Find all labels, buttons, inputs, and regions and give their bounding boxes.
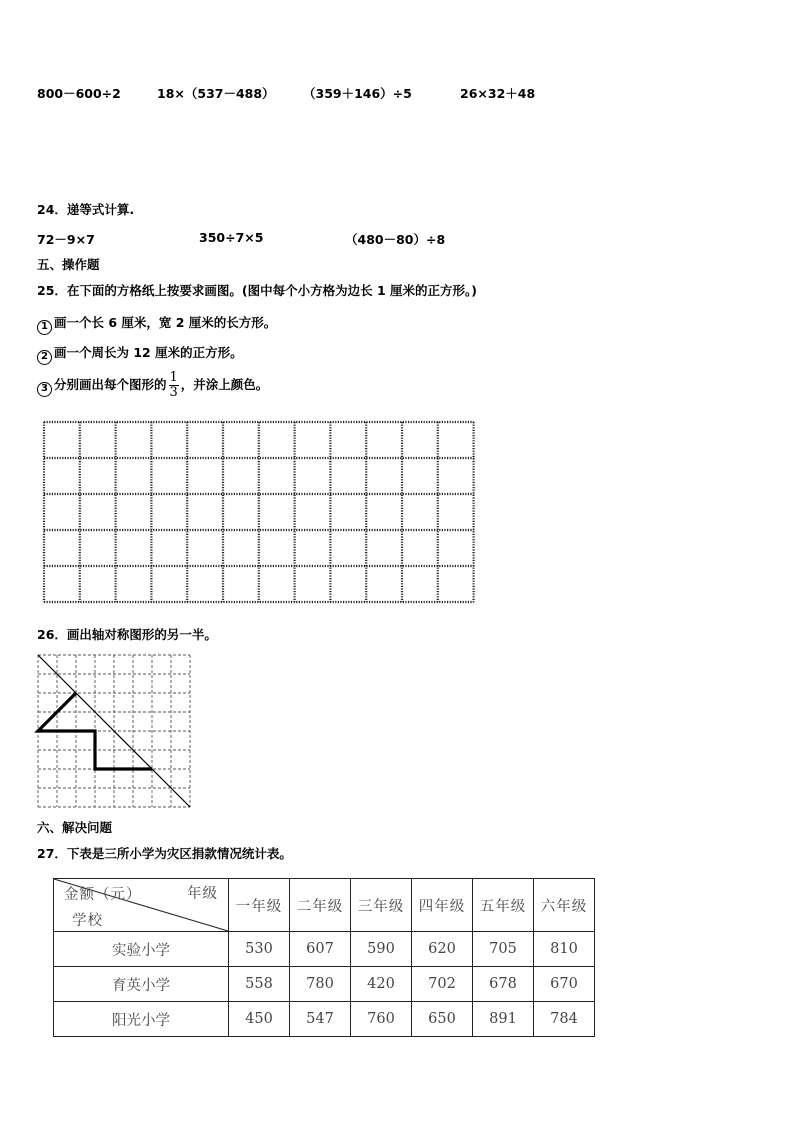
corner-label-amount: 金额（元） <box>64 887 142 903</box>
school-name: 实验小学 <box>54 932 229 967</box>
fraction-numerator: 1 <box>169 370 178 385</box>
table-row <box>54 932 595 967</box>
donation-table <box>53 878 595 1037</box>
amount-cell: 780 <box>290 967 351 1002</box>
amount-cell: 670 <box>534 967 595 1002</box>
amount-cell: 450 <box>229 1002 290 1037</box>
q25-item-text: 分别画出每个图形的 <box>54 377 167 392</box>
section-heading-5: 五、操作题 <box>37 257 100 272</box>
q25-title: 25．在下面的方格纸上按要求画图。(图中每个小方格为边长 1 厘米的正方形。) <box>37 283 477 298</box>
calc-item: 26×32＋48 <box>460 86 536 101</box>
amount-cell: 705 <box>473 932 534 967</box>
amount-cell: 530 <box>229 932 290 967</box>
amount-cell: 547 <box>290 1002 351 1037</box>
calc-item: 800－600÷2 <box>37 86 121 101</box>
fraction-denominator: 3 <box>169 385 178 400</box>
school-name: 阳光小学 <box>54 1002 229 1037</box>
amount-cell: 760 <box>351 1002 412 1037</box>
table-header-row <box>54 879 595 932</box>
circled-number: 1 <box>37 320 52 335</box>
amount-cell: 810 <box>534 932 595 967</box>
grade-header: 二年级 <box>290 879 351 932</box>
q25-item-2 <box>37 343 243 365</box>
corner-cell <box>54 879 229 932</box>
q25-item-text: 画一个周长为 12 厘米的正方形。 <box>54 345 243 360</box>
q25-item-text: ，并涂上颜色。 <box>180 377 269 392</box>
amount-cell: 702 <box>412 967 473 1002</box>
calc-item: 18×（537－488） <box>157 86 275 101</box>
q25-item-3 <box>37 371 268 400</box>
amount-cell: 784 <box>534 1002 595 1037</box>
amount-cell: 650 <box>412 1002 473 1037</box>
grade-header: 五年级 <box>473 879 534 932</box>
q24-item: 350÷7×5 <box>199 230 264 245</box>
q24-item: 72－9×7 <box>37 232 95 247</box>
q26-title: 26．画出轴对称图形的另一半。 <box>37 627 217 642</box>
corner-label-school: 学校 <box>72 913 103 929</box>
circled-number: 2 <box>37 350 52 365</box>
grade-header: 四年级 <box>412 879 473 932</box>
table-row <box>54 967 595 1002</box>
grade-header: 三年级 <box>351 879 412 932</box>
table-row <box>54 1002 595 1037</box>
q24-item: （480－80）÷8 <box>345 232 446 247</box>
amount-cell: 620 <box>412 932 473 967</box>
grade-header: 一年级 <box>229 879 290 932</box>
circled-number: 3 <box>37 382 52 397</box>
q25-item-text: 画一个长 6 厘米，宽 2 厘米的长方形。 <box>54 315 277 330</box>
fraction <box>169 371 179 400</box>
q25-item-1 <box>37 313 276 335</box>
calc-item: （359＋146）÷5 <box>303 86 412 101</box>
q25-grid-paper[interactable] <box>44 422 474 604</box>
amount-cell: 891 <box>473 1002 534 1037</box>
amount-cell: 607 <box>290 932 351 967</box>
grade-header: 六年级 <box>534 879 595 932</box>
amount-cell: 420 <box>351 967 412 1002</box>
amount-cell: 590 <box>351 932 412 967</box>
amount-cell: 558 <box>229 967 290 1002</box>
section-heading-6: 六、解决问题 <box>37 820 113 835</box>
q26-symmetry-grid[interactable] <box>38 655 192 807</box>
school-name: 育英小学 <box>54 967 229 1002</box>
q24-title: 24．递等式计算. <box>37 202 135 217</box>
corner-label-grade: 年级 <box>187 886 218 902</box>
amount-cell: 678 <box>473 967 534 1002</box>
q27-title: 27．下表是三所小学为灾区捐款情况统计表。 <box>37 846 292 861</box>
